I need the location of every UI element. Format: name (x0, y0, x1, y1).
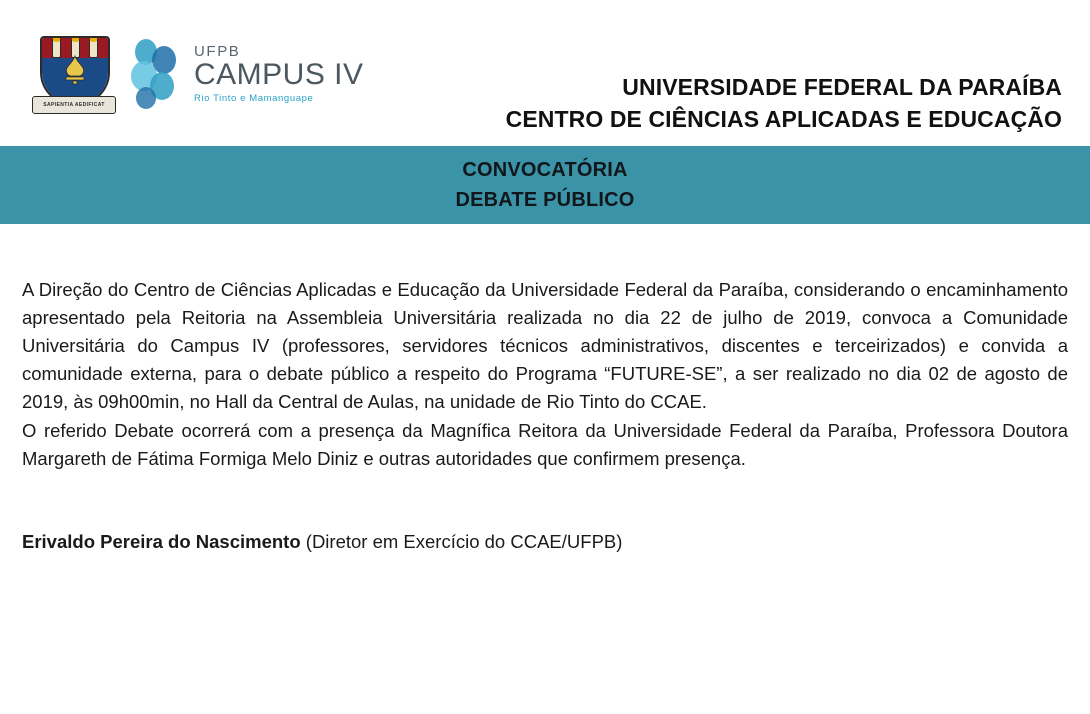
campus-locations-label: Rio Tinto e Mamanguape (194, 93, 314, 105)
institution-titles (364, 28, 1070, 135)
banner-title: CONVOCATÓRIA (462, 159, 628, 181)
crest-motto-ribbon: SAPIENTIA AEDIFICAT (32, 96, 116, 114)
signatory-name: Erivaldo Pereira do Nascimento (22, 530, 301, 552)
torch-icon (89, 39, 98, 58)
campus-name-label: CAMPUS IV (194, 58, 364, 92)
document-body (0, 224, 1090, 553)
signatory-role: (Diretor em Exercício do CCAE/UFPB) (300, 530, 623, 552)
campus-iv-logo (124, 38, 364, 110)
campus-blobs-icon (124, 38, 186, 110)
institution-name: UNIVERSIDADE FEDERAL DA PARAÍBA (622, 74, 1062, 100)
announcement-banner (0, 146, 1090, 224)
signature-line (22, 531, 1068, 553)
logo-group (20, 28, 364, 120)
document-header (0, 0, 1090, 140)
body-paragraph-2: O referido Debate ocorrerá com a presença da Magnífica Reitora da Universidade Federal da Paraíba, Professora Doutora Margareth de Fátima Formiga Melo Diniz e outras autoridades que confirmem presença. (22, 419, 1068, 469)
body-paragraph-1: A Direção do Centro de Ciências Aplicadas e Educação da Universidade Federal da Paraíba, considerando o encaminhamento apresentado pela Reitoria na Assembleia Universitária realizada no dia 22 de julho de 2019, convoca a Comunidade Universitária do Campus IV (professores, servidores técnicos administrativos, discentes e terceirizados) e convida a comunidade externa, para o debate público a respeito do Programa “FUTURE-SE”, a ser realizado no dia 02 de agosto de 2019, às 09h00min, no Hall da Central de Aulas, na unidade de Rio Tinto do CCAE. (22, 279, 1068, 413)
center-name: CENTRO DE CIÊNCIAS APLICADAS E EDUCAÇÃO (505, 105, 1062, 132)
ufpb-crest-icon (32, 28, 114, 120)
banner-subtitle: DEBATE PÚBLICO (455, 189, 635, 211)
fleur-de-lis-icon (62, 55, 88, 85)
campus-ufpb-label: UFPB (194, 43, 241, 61)
campus-wordmark (194, 44, 364, 103)
torch-icon (52, 39, 61, 58)
